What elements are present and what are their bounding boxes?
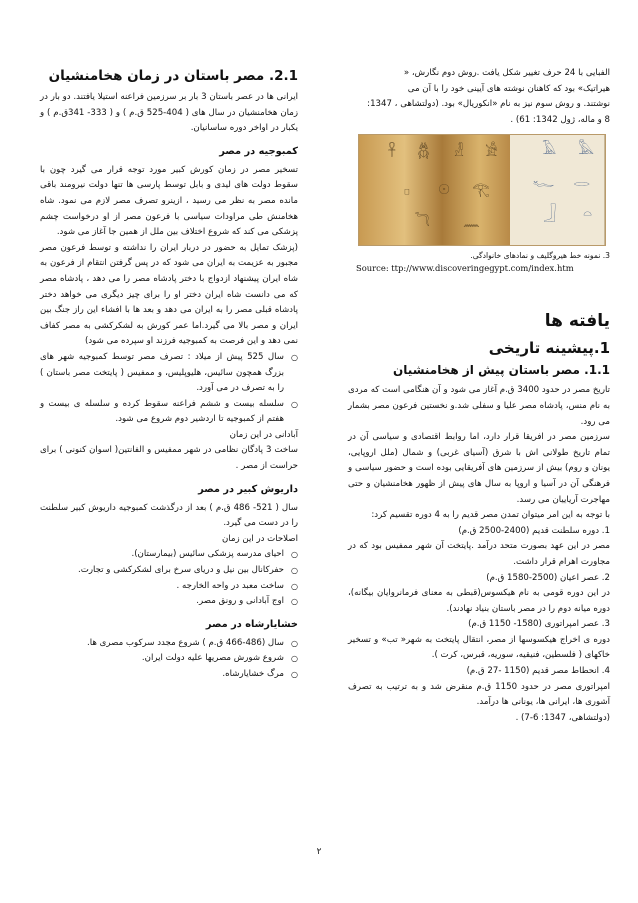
- intro-line: هیراتیک» بود که کاهنان نوشته های آیینی خود را با آن می: [407, 83, 610, 94]
- bullet-item: ○ مرگ خشایارشاه.: [40, 667, 298, 683]
- subsection-heading: 1.1. مصر باستان پیش از هخامنشیان: [393, 363, 610, 378]
- hieroglyph-figure: [358, 134, 606, 246]
- paragraph: تسخیر مصر در زمان کورش کبیر مورد توجه قرار می گیرد چون با سقوط دولت های لیدی و بابل توسط پارسی ها تنها دولت نیرومند باقی مانده مصر به نظر می رسید ، ازینرو تصرف مصر لازم می نمود. شاه هخامنش طی مراودات سیاسی با فرعون مصر از او درخواست چشم پزشکی می کند که شروع اختلاف بین ملل از همین جا آغاز می شود.: [40, 164, 298, 238]
- paragraph: با توجه به این امر میتوان تمدن مصر قدیم را به 4 دوره تقسیم کرد:: [371, 510, 610, 521]
- period-text: امپراتوری مصر در حدود 1150 ق.م منقرض شد و به ترتیب به تصرف آشوری ها، ایرانی ها، یونانی ها درآمد.: [348, 681, 610, 708]
- intro-line: 8 و ماله، ژول 1342: 61) .: [510, 114, 610, 125]
- bullet-item: ○ سال 525 پیش از میلاد : تصرف مصر توسط کمبوجیه شهر های بزرگ همچون سائیس، هلیوپلیس، و ممفیس ( پایتخت مصر باستان ) را به تصرف در می آورد.: [40, 350, 298, 397]
- bullet-item: ○ سال (486-466 ق.م ) شروع مجدد سرکوب مصری ها.: [40, 636, 298, 652]
- bullet-item: ○ اوج آبادانی و رونق مصر.: [40, 594, 298, 610]
- subsection-heading: کمبوجیه در مصر: [219, 145, 298, 157]
- intro-line: نوشتند. و روش سوم نیز به نام «انکوریال» بود. (دولتشاهی ، 1347:: [367, 99, 610, 110]
- paragraph: ساخت 3 پادگان نظامی در شهر ممفیس و الفانتین( اسوان کنونی ) برای حراست از مصر .: [40, 445, 298, 472]
- intro-line: الفبایی با 24 حرف تغییر شکل یافت .روش دوم نگارش، «: [403, 68, 610, 78]
- period-text: مصر در این عهد بصورت متحد درآمد .پایتخت آن شهر ممفیس بود که در مجاورت اهرام قرار داشت.: [348, 541, 610, 567]
- bullet-item: ○ احیای مدرسه پزشکی سائیس (بیمارستان).: [40, 547, 298, 563]
- paragraph: تاریخ مصر در حدود 3400 ق.م آغاز می شود و آن هنگامی است که مردی به نام منس، پادشاه مصر علیا و سفلی شد.و نخستین فرعون مصر بشمار می رود.: [348, 385, 610, 427]
- period-text: در این دوره قومی به نام هیکسوس(قبطی به معنای فرمانروایان بیگانه)، دوره میانه دوم را در مصر باستان بنیاد نهادند).: [348, 588, 610, 614]
- page-number: ۲: [316, 847, 322, 857]
- paragraph: ایرانی ها در عصر باستان 3 بار بر سرزمین فراعنه استیلا یافتند. دو بار در زمان هخامنشیان در سال های ( 404-525 ق.م ) و ( 333- 341ق.م ) و یکبار در اواخر دوره ساسانیان.: [40, 92, 299, 134]
- period-text: دوره ی اخراج هیکسوسها از مصر، انتقال پایتخت به شهر« تب» و تسخیر خاکهای ( فلسطین، فنیقیه، سوریه، قبرس، کرت ).: [348, 634, 610, 661]
- figure-source: Source: ttp://www.discoveringegypt.com/index.htm: [356, 263, 574, 274]
- period-line: 3. عصر امپراتوری (1580- 1150 ق.م): [468, 619, 610, 630]
- hieroglyph-chart-image: 𓅓 𓄿 𓂋 𓆑 𓏏 𓃀: [510, 135, 605, 245]
- subsection-heading: خشایارشاه در مصر: [205, 618, 298, 630]
- right-column: [348, 66, 610, 726]
- section-heading: 1.پیشینه تاریخی: [488, 339, 610, 358]
- paragraph: آبادانی در این زمان: [229, 429, 298, 440]
- paragraph: سرزمین مصر در افریقا قرار دارد، اما روابط اقتصادی و سیاسی آن در تمام تاریخ طولانی اش با شرق (آسیای غربی) و شمال (ملل اروپایی، یونان و روم) بیش از سرزمین های آفریقایی بوده است و حضور سیاسی و فرهنگی آن در آسیا و اروپا به سال های پیش از ظهور هخامنشیان و حتی مهاجرت آریاییان می رسد.: [348, 432, 610, 505]
- figure-caption: 3. نمونه خط هیروگلیف و نمادهای خانوادگی.: [470, 251, 610, 261]
- hieroglyph-wall-image: 𓀀 𓁐 𓆣 𓋹 𓂀 𓇳 𓊪 𓈖 𓆓: [359, 135, 510, 245]
- subsection-heading: داریوش کبیر در مصر: [198, 483, 298, 495]
- period-line: 2. عصر اعیان (2500-1580 ق.م): [486, 572, 610, 583]
- bullet-item: ○ شروع شورش مصریها علیه دولت ایران.: [40, 651, 298, 667]
- bullet-item: ○ سلسله بیست و ششم فراعنه سقوط کرده و سلسله ی بیست و هفتم از کمبوجیه تا اردشیر دوم شروع می شود.: [40, 397, 298, 428]
- citation: (دولتشاهی، 1347: 6-7) .: [515, 712, 610, 723]
- findings-heading: یافته ها: [544, 311, 610, 332]
- period-line: 1. دوره سلطنت قدیم (2400-2500 ق.م): [458, 525, 610, 536]
- paragraph: (پزشک تمایل به حضور در دربار ایران را نداشته و توسط فرعون مصر مجبور به عزیمت به ایران می شود که در پس گرفتن انتقام از فرعون به شاه ایران پیشنهاد ازدواج با دختر پادشاه مصر را می دهد ، پادشاه مصر که می دانست شاه ایران دختر او را برای چیز دیگری می خواهد دختر پادشاه قبلی مصر را به ایران می دهد و بعد ها با افشاء این راز جنگ بین ایران و مصر بالا می گیرد.اما عمر کورش به لشکرکشی به مصر کفاف نمی دهد و این فرصت به کمبوجیه فرزند او سپرده می شود): [40, 242, 298, 347]
- period-line: 4. انحطاط مصر قدیم (1150 -27 ق.م): [466, 666, 610, 677]
- paragraph: سال ( 521- 486 ق.م ) بعد از درگذشت کمبوجیه داریوش کبیر سلطنت را در دست می گیرد.: [40, 502, 298, 529]
- left-column: [40, 66, 298, 683]
- bullet-item: ○ حفرکانال بین نیل و دریای سرخ برای لشکرکشی و تجارت.: [40, 563, 298, 579]
- paragraph: اصلاحات در این زمان: [221, 533, 298, 544]
- bullet-item: ○ ساخت معبد در واحه الخارجه .: [40, 579, 298, 595]
- section-heading: 2.1. مصر باستان در زمان هخامنشیان: [48, 68, 298, 84]
